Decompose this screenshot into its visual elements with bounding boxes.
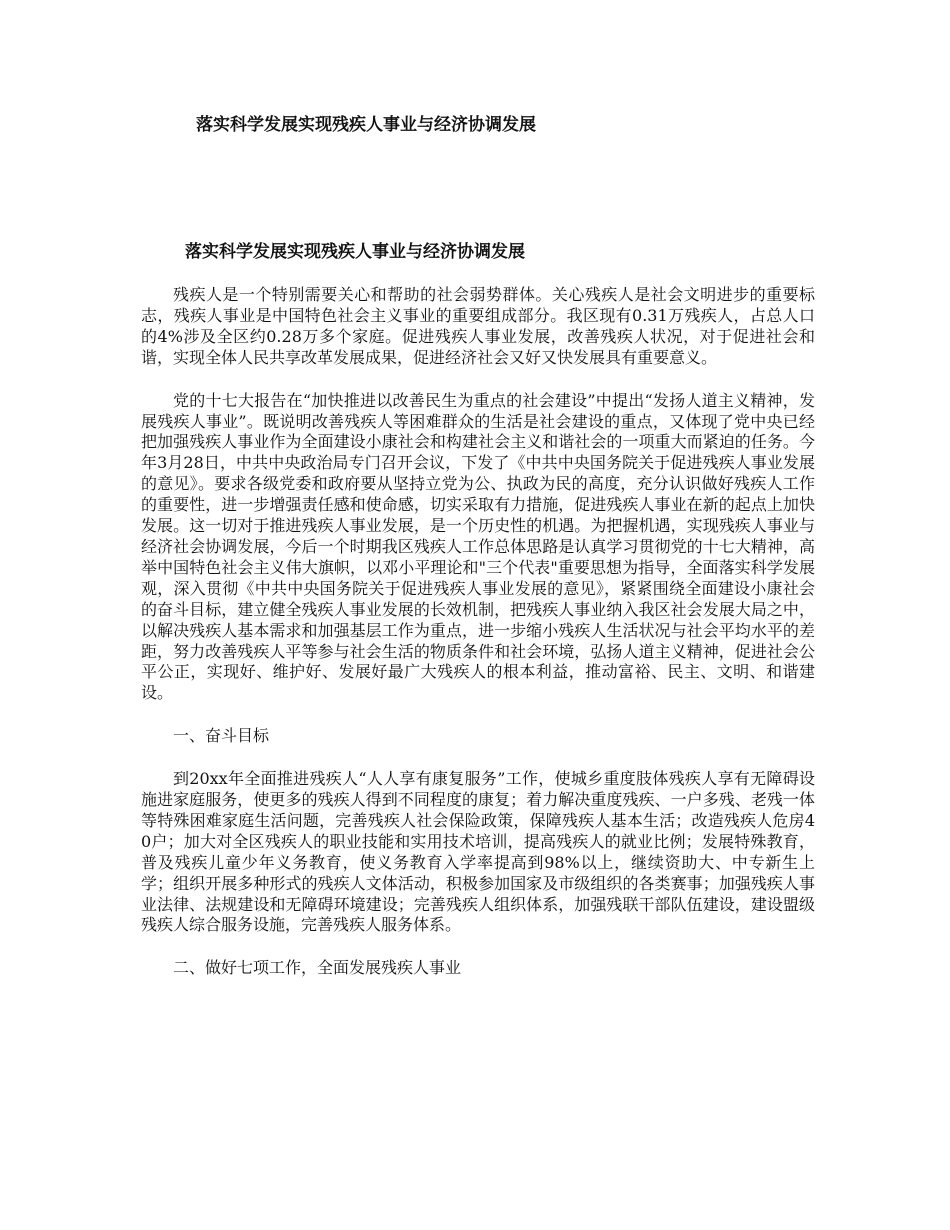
section-heading-tasks: 二、做好七项工作，全面发展残疾人事业 xyxy=(173,958,462,978)
document-title: 落实科学发展实现残疾人事业与经济协调发展 xyxy=(185,242,525,262)
paragraph-policy: 党的十七大报告在“加快推进以改善民生为重点的社会建设”中提出“发扬人道主义精神，发展残疾人事业”。既说明改善残疾人等困难群众的生活是社会建设的重点，又体现了党中央已经把加强残疾人事业作为全面建设小康社会和构建社会主义和谐社会的一项重大而紧迫的任务。今年3月28日，中共中央政治局专门召开会议，下发了《中共中央国务院关于促进残疾人事业发展的意见》。要求各级党委和政府要从坚持立党为公、执政为民的高度，充分认识做好残疾人工作的重要性，进一步增强责任感和使命感，切实采取有力措施，促进残疾人事业在新的起点上加快发展。这一切对于推进残疾人事业发展，是一个历史性的机遇。为把握机遇，实现残疾人事业与经济社会协调发展，今后一个时期我区残疾人工作总体思路是认真学习贯彻党的十七大精神，高举中国特色社会主义伟大旗帜，以邓小平理论和"三个代表"重要思想为指导，全面落实科学发展观，深入贯彻《中共中央国务院关于促进残疾人事业发展的意见》，紧紧围绕全面建设小康社会的奋斗目标，建立健全残疾人事业发展的长效机制，把残疾人事业纳入我区社会发展大局之中，以解决残疾人基本需求和加强基层工作为重点，进一步缩小残疾人生活状况与社会平均水平的差距，努力改善残疾人平等参与社会生活的物质条件和社会环境，弘扬人道主义精神，促进社会公平公正，实现好、维护好、发展好最广大残疾人的根本利益，推动富裕、民主、文明、和谐建设。 xyxy=(141,390,815,703)
document-body xyxy=(141,285,815,1001)
paragraph-goals: 到20xx年全面推进残疾人“人人享有康复服务”工作，使城乡重度肢体残疾人享有无障碍设施进家庭服务，使更多的残疾人得到不同程度的康复；着力解决重度残疾、一户多残、老残一体等特殊困难家庭生活问题，完善残疾人社会保险政策，保障残疾人基本生活；改造残疾人危房40户；加大对全区残疾人的职业技能和实用技术培训，提高残疾人的就业比例；发展特殊教育，普及残疾儿童少年义务教育，使义务教育入学率提高到98%以上，继续资助大、中专新生上学；组织开展多种形式的残疾人文体活动，积极参加国家及市级组织的各类赛事；加强残疾人事业法律、法规建设和无障碍环境建设；完善残疾人组织体系，加强残联干部队伍建设，建设盟级残疾人综合服务设施，完善残疾人服务体系。 xyxy=(141,769,815,935)
page-title: 落实科学发展实现残疾人事业与经济协调发展 xyxy=(196,115,536,135)
paragraph-intro: 残疾人是一个特别需要关心和帮助的社会弱势群体。关心残疾人是社会文明进步的重要标志，残疾人事业是中国特色社会主义事业的重要组成部分。我区现有0.31万残疾人，占总人口的4%涉及全区约0.28万多个家庭。促进残疾人事业发展，改善残疾人状况，对于促进社会和谐，实现全体人民共享改革发展成果，促进经济社会又好又快发展具有重要意义。 xyxy=(141,285,815,367)
section-heading-goals: 一、奋斗目标 xyxy=(173,726,270,746)
